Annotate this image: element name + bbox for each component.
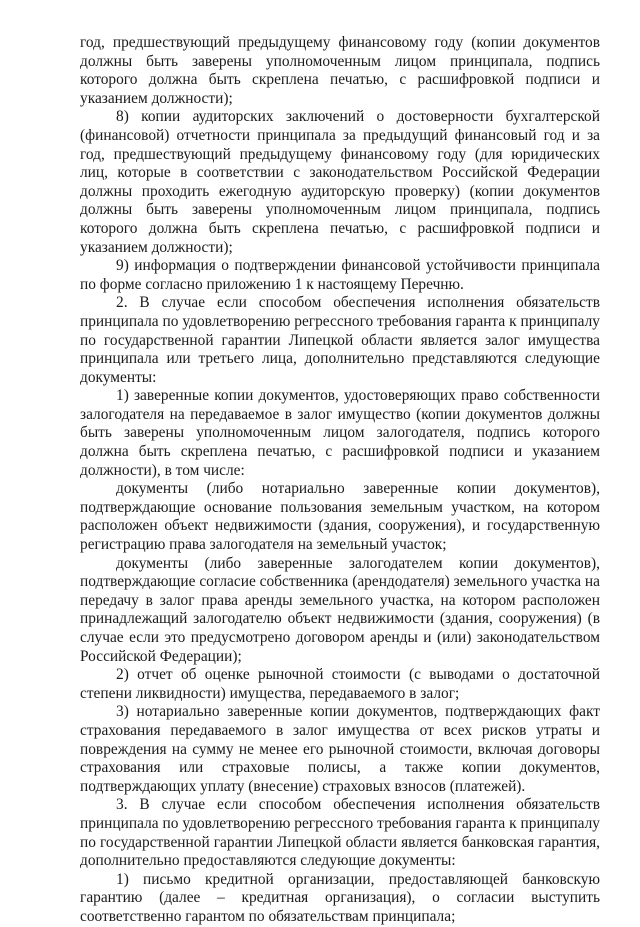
paragraph-s3-item-1: 1) письмо кредитной организации, предоставляющей банковскую гарантию (далее – кредитная организация), о согласии выступить соответственно гарантом по обязательствам принципала; bbox=[80, 870, 600, 925]
paragraph-item-9: 9) информация о подтверждении финансовой устойчивости принципала по форме согласно приложению 1 к настоящему Перечню. bbox=[80, 257, 600, 293]
paragraph-continuation: год, предшествующий предыдущему финансовому году (копии документов должны быть заверены уполномоченным лицом принципала, подпись которого должна быть скреплена печатью, с расшифровкой подписи и указанием должности); bbox=[80, 34, 600, 107]
document-page bbox=[80, 34, 600, 927]
paragraph-s2-consent-docs: документы (либо заверенные залогодателем копии документов), подтверждающие согласие собственника (арендодателя) земельного участка на передачу в залог права аренды земельного участка, на котором расположен принадлежащий залогодателю объект недвижимости (здания, сооружения) (в случае если это предусмотрено договором аренды и (или) законодательством Российской Федерации); bbox=[80, 554, 600, 665]
paragraph-s2-item-1: 1) заверенные копии документов, удостоверяющих право собственности залогодателя на передаваемое в залог имущество (копии документов должны быть заверены уполномоченным лицом залогодателя, подпись которого должна быть скреплена печатью, с расшифровкой подписи и указанием должности), в том числе: bbox=[80, 387, 600, 479]
paragraph-s2-item-3: 3) нотариально заверенные копии документов, подтверждающих факт страхования передаваемого в залог имущества от всех рисков утраты и повреждения на сумму не менее его рыночной стоимости, включая договоры страхования или страховые полисы, а также копии документов, подтверждающих уплату (внесение) страховых взносов (платежей). bbox=[80, 703, 600, 795]
paragraph-s2-land-docs: документы (либо нотариально заверенные копии документов), подтверждающие основание пользования земельным участком, на котором расположен объект недвижимости (здания, сооружения), и государственную регистрацию права залогодателя на земельный участок; bbox=[80, 480, 600, 554]
paragraph-s2-item-2: 2) отчет об оценке рыночной стоимости (с выводами о достаточной степени ликвидности) имущества, передаваемого в залог; bbox=[80, 666, 600, 702]
paragraph-section-2: 2. В случае если способом обеспечения исполнения обязательств принципала по удовлетворению регрессного требования гаранта к принципалу по государственной гарантии Липецкой области является залог имущества принципала или третьего лица, дополнительно представляются следующие документы: bbox=[80, 294, 600, 386]
paragraph-section-3: 3. В случае если способом обеспечения исполнения обязательств принципала по удовлетворению регрессного требования гаранта к принципалу по государственной гарантии Липецкой области является банковская гарантия, дополнительно предоставляются следующие документы: bbox=[80, 796, 600, 870]
paragraph-item-8: 8) копии аудиторских заключений о достоверности бухгалтерской (финансовой) отчетности принципала за предыдущий финансовый год и за год, предшествующий предыдущему финансовому году (для юридических лиц, которые в соответствии с законодательством Российской Федерации должны проходить ежегодную аудиторскую проверку) (копии документов должны быть заверены уполномоченным лицом принципала, подпись которого должна быть скреплена печатью, с расшифровкой подписи и указанием должности); bbox=[80, 108, 600, 256]
